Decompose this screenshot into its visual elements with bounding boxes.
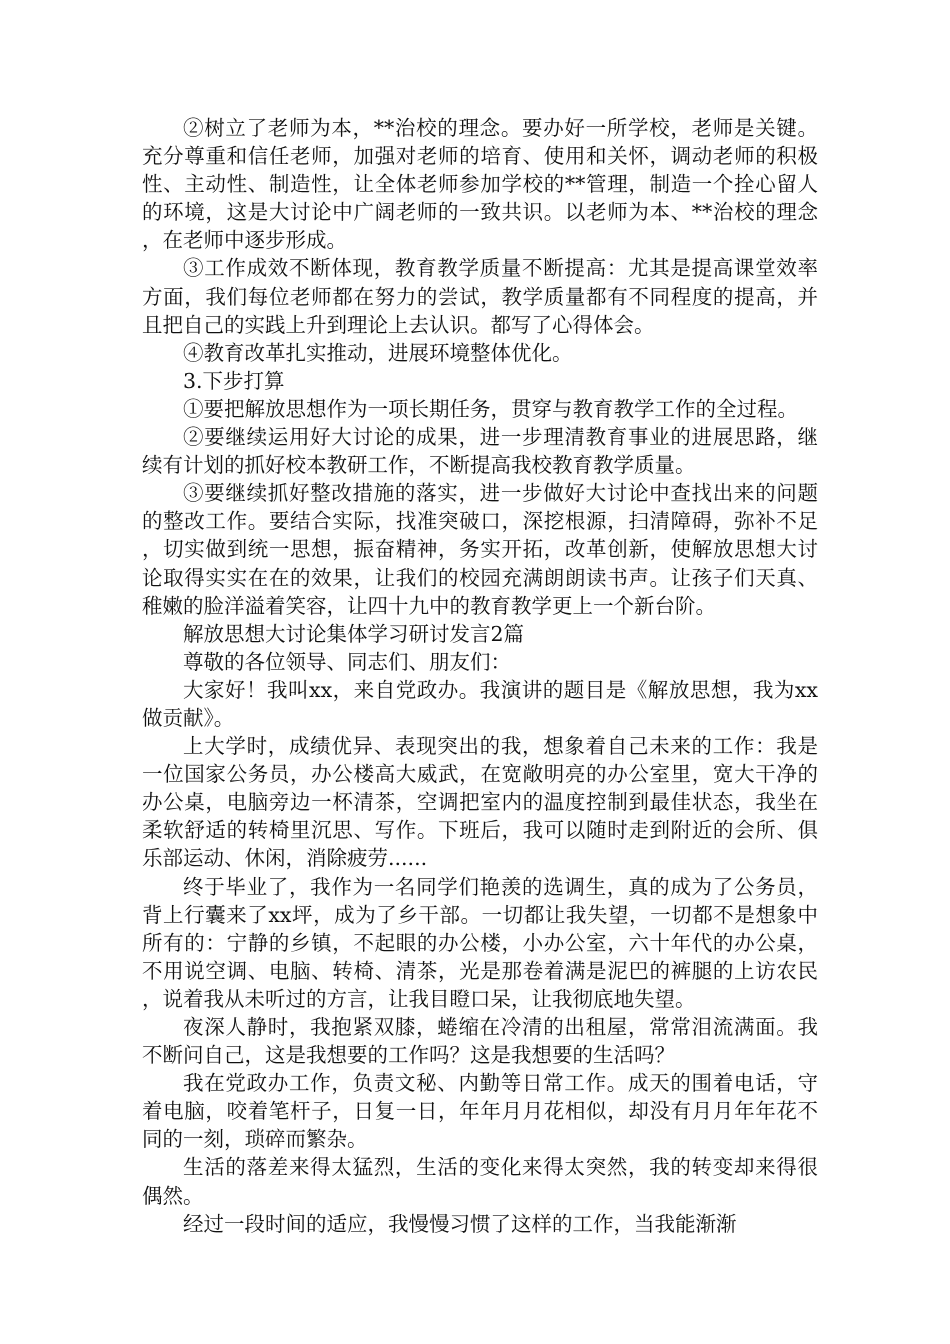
paragraph-plan-2: ②要继续运用好大讨论的成果，进一步理清教育事业的进展思路，继续有计划的抓好校本教研工作，不断提高我校教育教学质量。	[142, 425, 818, 478]
section-heading-next-steps: 3.下步打算	[183, 368, 285, 393]
paragraph-adaptation: 经过一段时间的适应，我慢慢习惯了这样的工作，当我能渐渐	[183, 1211, 737, 1236]
paragraph-teacher-oriented: ②树立了老师为本，**治校的理念。要办好一所学校，老师是关键。充分尊重和信任老师，加强对老师的培育、使用和关怀，调动老师的积极性、主动性、制造性，让全体老师参加学校的**管理，制造一个拴心留人的环境，这是大讨论中广阔老师的一致共识。以老师为本、**治校的理念，在老师中逐步形成。	[142, 116, 818, 253]
paragraph-office-work: 我在党政办工作，负责文秘、内勤等日常工作。成天的围着电话，守着电脑，咬着笔杆子，日复一日，年年月月花相似，却没有月月年年花不同的一刻，琐碎而繁杂。	[142, 1071, 818, 1152]
paragraph-life-change: 生活的落差来得太猛烈，生活的变化来得太突然，我的转变却来得很偶然。	[142, 1155, 818, 1208]
document-page	[142, 114, 818, 1238]
paragraph-education-reform: ④教育改革扎实推动，进展环境整体优化。	[183, 340, 573, 365]
article-title: 解放思想大讨论集体学习研讨发言2篇	[183, 621, 525, 646]
paragraph-greeting: 大家好！我叫xx，来自党政办。我演讲的题目是《解放思想，我为xx做贡献》。	[142, 677, 818, 730]
salutation: 尊敬的各位领导、同志们、朋友们：	[183, 649, 511, 674]
paragraph-graduation: 终于毕业了，我作为一名同学们艳羡的选调生，真的成为了公务员，背上行囊来了xx坪，成为了乡干部。一切都让我失望，一切都不是想象中所有的：宁静的乡镇，不起眼的办公楼，小办公室，六十年代的办公桌，不用说空调、电脑、转椅、清茶，光是那卷着满是泥巴的裤腿的上访农民，说着我从未听过的方言，让我目瞪口呆，让我彻底地失望。	[142, 874, 818, 1011]
paragraph-work-results: ③工作成效不断体现，教育教学质量不断提高：尤其是提高课堂效率方面，我们每位老师都在努力的尝试，教学质量都有不同程度的提高，并且把自己的实践上升到理论上去认识。都写了心得体会。	[142, 256, 818, 337]
paragraph-night: 夜深人静时，我抱紧双膝，蜷缩在冷清的出租屋，常常泪流满面。我不断问自己，这是我想要的工作吗？这是我想要的生活吗？	[142, 1015, 818, 1068]
paragraph-plan-1: ①要把解放思想作为一项长期任务，贯穿与教育教学工作的全过程。	[183, 396, 798, 421]
paragraph-university-dream: 上大学时，成绩优异、表现突出的我，想象着自己未来的工作：我是一位国家公务员，办公楼高大威武，在宽敞明亮的办公室里，宽大干净的办公桌，电脑旁边一杯清茶，空调把室内的温度控制到最佳状态，我坐在柔软舒适的转椅里沉思、写作。下班后，我可以随时走到附近的会所、俱乐部运动、休闲，消除疲劳......	[142, 734, 818, 871]
paragraph-plan-3: ③要继续抓好整改措施的落实，进一步做好大讨论中查找出来的问题的整改工作。要结合实际，找准突破口，深挖根源，扫清障碍，弥补不足，切实做到统一思想，振奋精神，务实开拓，改革创新，使解放思想大讨论取得实实在在的效果，让我们的校园充满朗朗读书声。让孩子们天真、稚嫩的脸洋溢着笑容，让四十九中的教育教学更上一个新台阶。	[142, 481, 818, 618]
